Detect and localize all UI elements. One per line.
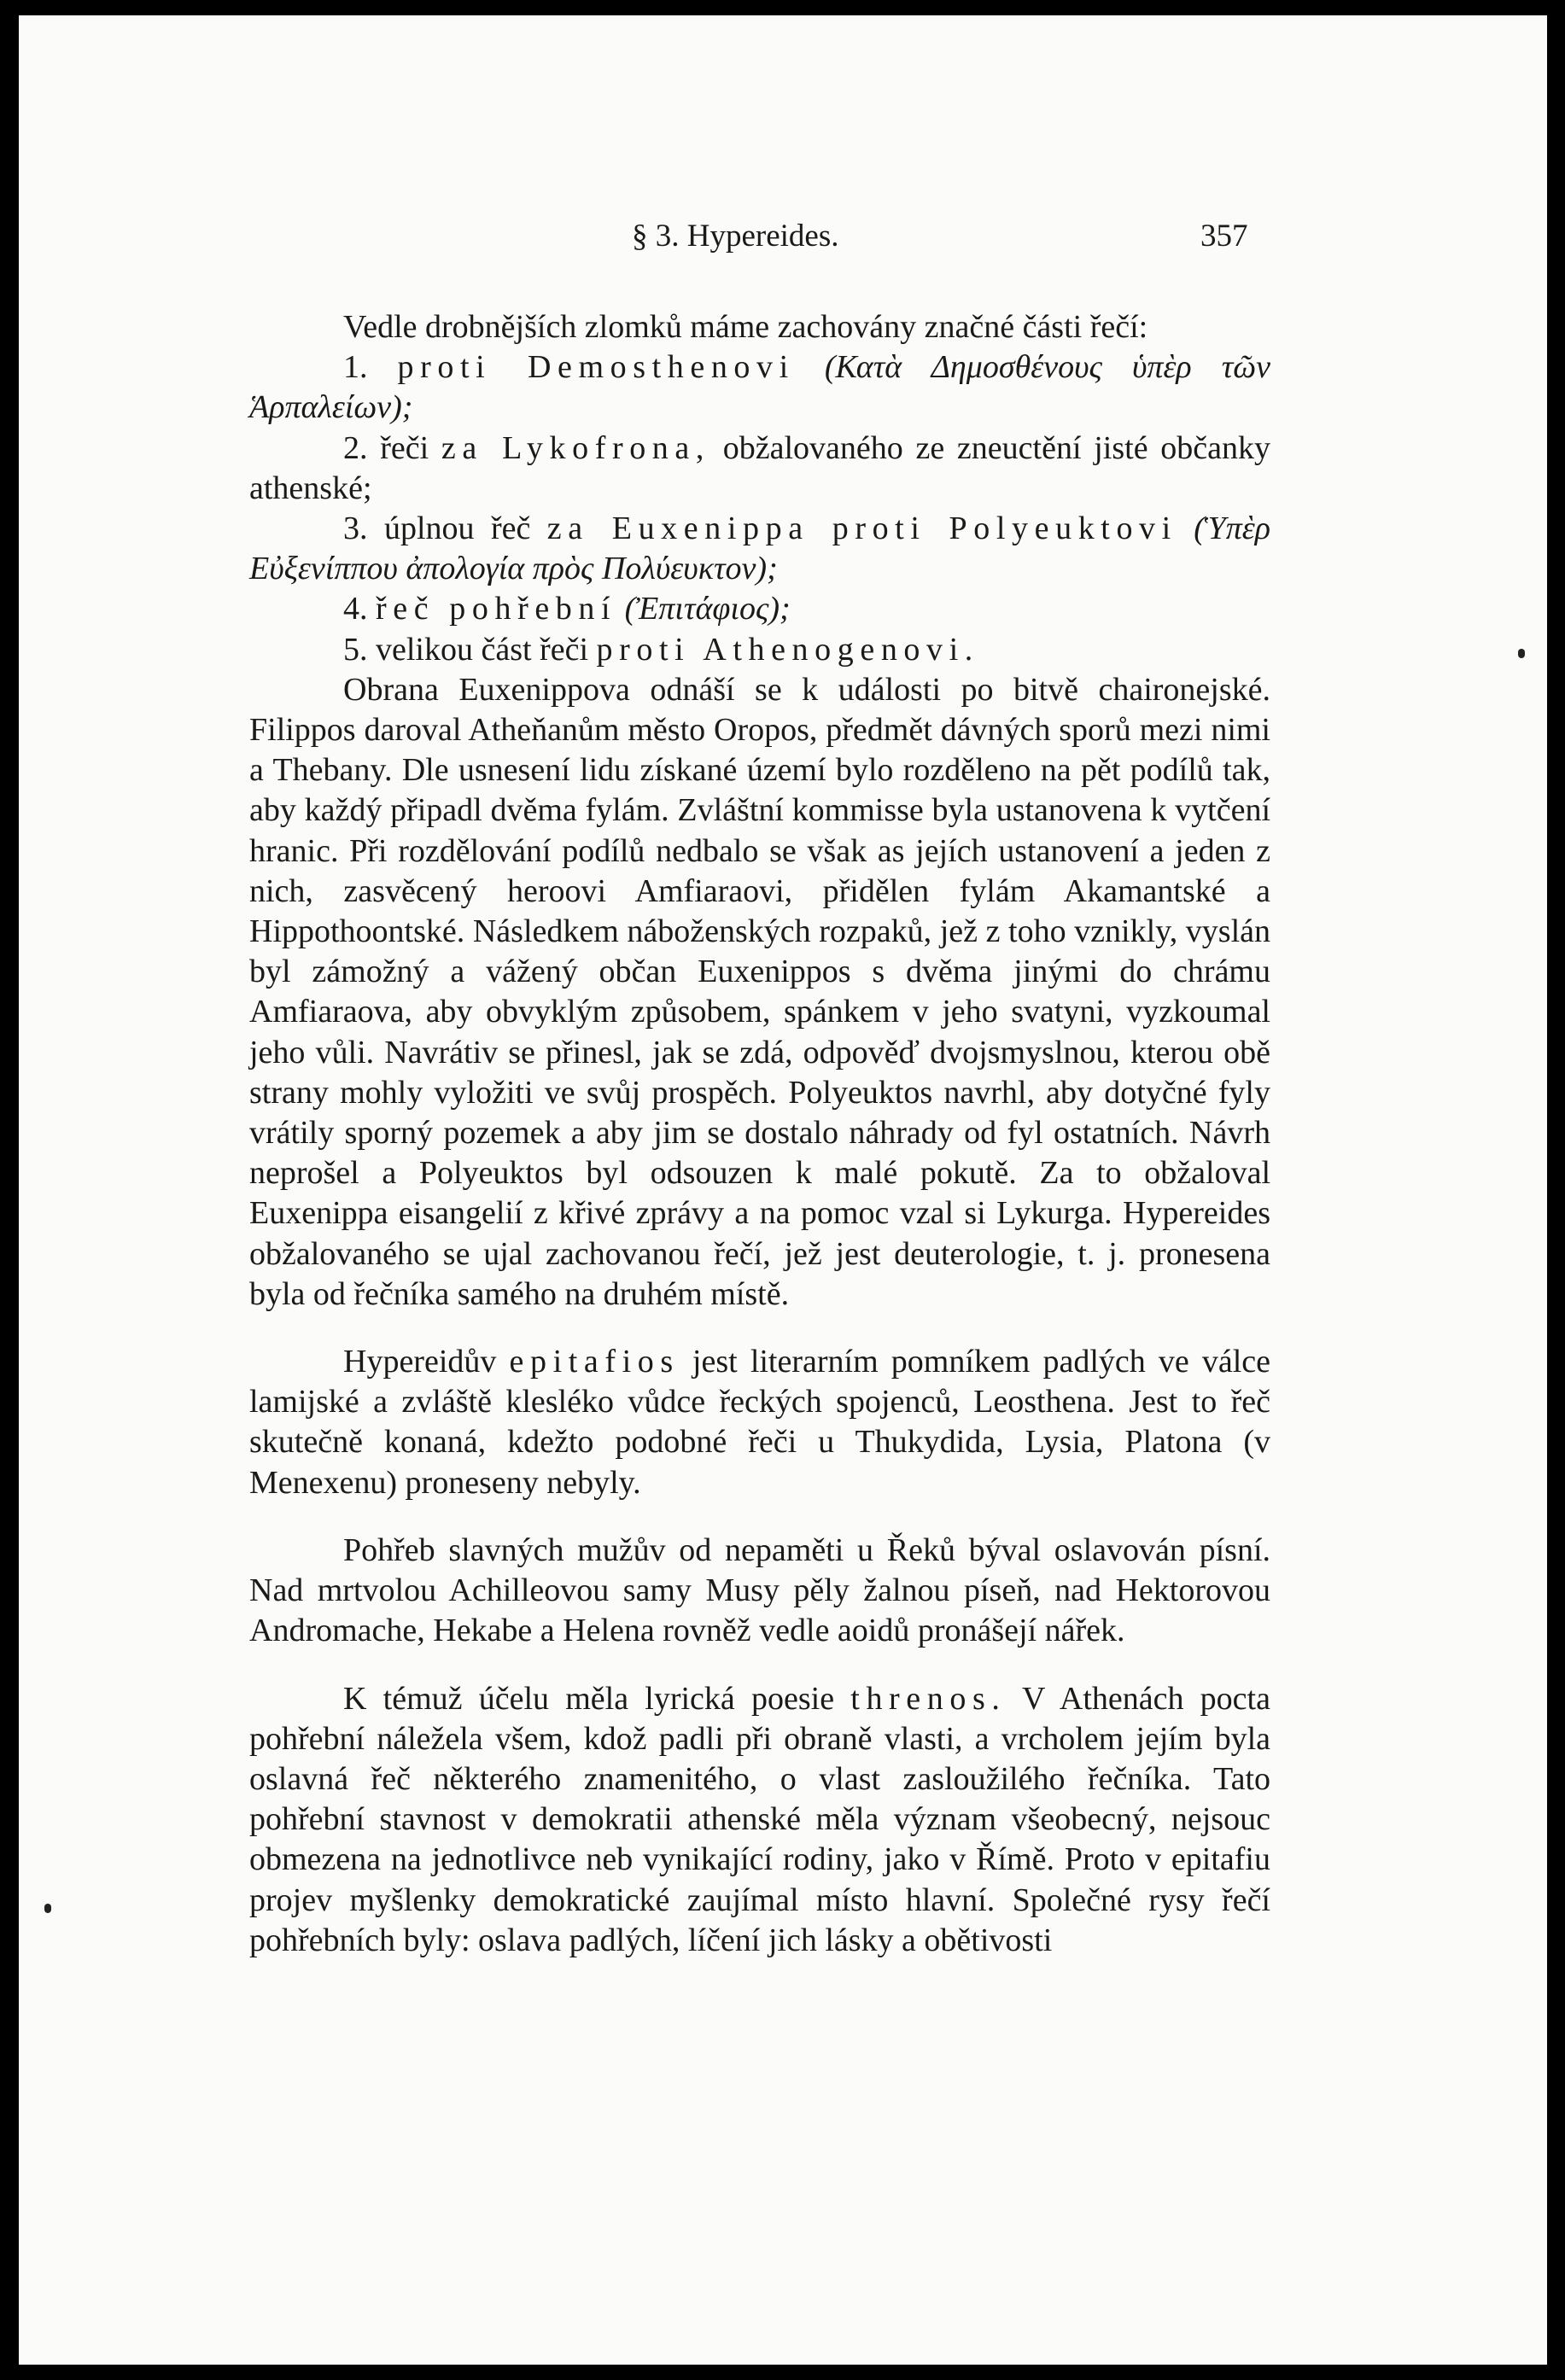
scan-speck	[1518, 649, 1525, 658]
list-item: 2. řeči za Lykofrona, obžalovaného ze zneuctění jisté občanky athenské;	[249, 429, 1271, 506]
paragraph-pohreb: Pohřeb slavných mužův od nepaměti u Řeků býval oslavován písní. Nad mrtvolou Achilleovou samy Musy pěly žalnou píseň, nad Hektorovou Andromache, Hekabe a Helena rovněž vedle aoidů pronášejí nářek.	[249, 1531, 1270, 1649]
list-item: 1. proti Demosthenovi (Κατὰ Δημοσθένους ὑπὲρ τῶν Ἁρπαλείων);	[249, 349, 1270, 426]
body-text	[249, 307, 1270, 1961]
book-page	[19, 15, 1547, 2365]
list-item: 3. úplnou řeč za Euxenippa proti Polyeuktovi (Ὑπὲρ Εὐξενίππου ἀπολογία πρὸς Πολύευκτον);	[249, 510, 1271, 587]
list-item: 4. řeč pohřební (Ἐπιτάφιος);	[343, 591, 791, 627]
list-item: 5. velikou část řeči proti Athenogenovi.	[343, 631, 979, 668]
paragraph-epitafios: Hypereidův epitafios jest literarním pomníkem padlých ve válce lamijské a zvláště klesléko vůdce řeckých spojenců, Leosthena. Jest to řeč skutečně konaná, kdežto podobné řeči u Thukydida, Lysia, Platona (v Menexenu) proneseny nebyly.	[249, 1344, 1271, 1501]
paragraph-obrana: Obrana Euxenippova odnáší se k události po bitvě chaironejské. Filippos daroval Atheňanům město Oropos, předmět dávných sporů mezi nimi a Thebany. Dle usnesení lidu získané území bylo rozděleno na pět podílů tak, aby každý připadl dvěma fylám. Zvláštní kommisse byla ustanovena k vytčení hranic. Při rozdělování podílů nedbalo se však as jejích ustanovení a jeden z nich, zasvěcený heroovi Amfiaraovi, přidělen fylám Akamantské a Hippothoontské. Následkem náboženských rozpaků, jež z toho vznikly, vyslán byl zámožný a vážený občan Euxenippos s dvěma jinými do chrámu Amfiaraova, aby obvyklým způsobem, spánkem v jeho svatyni, vyzkoumal jeho vůli. Navrátiv se přinesl, jak se zdá, odpověď dvojsmyslnou, kterou obě strany mohly vyložiti ve svůj prospěch. Polyeuktos navrhl, aby dotyčné fyly vrátily sporný pozemek a aby jim se dostalo náhrady od fyl ostatních. Návrh neprošel a Polyeuktos byl odsouzen k malé pokutě. Za to obžaloval Euxenippa eisangelií z křivé zprávy a na pomoc vzal si Lykurga. Hypereides obžalovaného se ujal zachovanou řečí, jež jest deuterologie, t. j. pronesena byla od řečníka samého na druhém místě.	[249, 671, 1270, 1312]
page-number: 357	[1200, 219, 1248, 254]
paragraph-threnos: K témuž účelu měla lyrická poesie threnos. V Athenách pocta pohřební náležela všem, kdož padli při obraně vlasti, a vrcholem jejím byla oslavná řeč některého znamenitého, o vlast zasloužilého řečníka. Tato pohřební stavnost v demokratii athenské měla význam všeobecný, nejsouc obmezena na jednotlivce neb vynikající rodiny, jako v Římě. Proto v epitafiu projev myšlenky demokratické zaujímal místo hlavní. Společné rysy řečí pohřebních byly: oslava padlých, líčení jich lásky a obětivosti	[249, 1680, 1270, 1958]
section-title: § 3. Hypereides.	[632, 219, 839, 254]
intro-line: Vedle drobnějších zlomků máme zachovány značné části řečí:	[343, 309, 1148, 345]
scan-speck	[44, 1904, 51, 1913]
